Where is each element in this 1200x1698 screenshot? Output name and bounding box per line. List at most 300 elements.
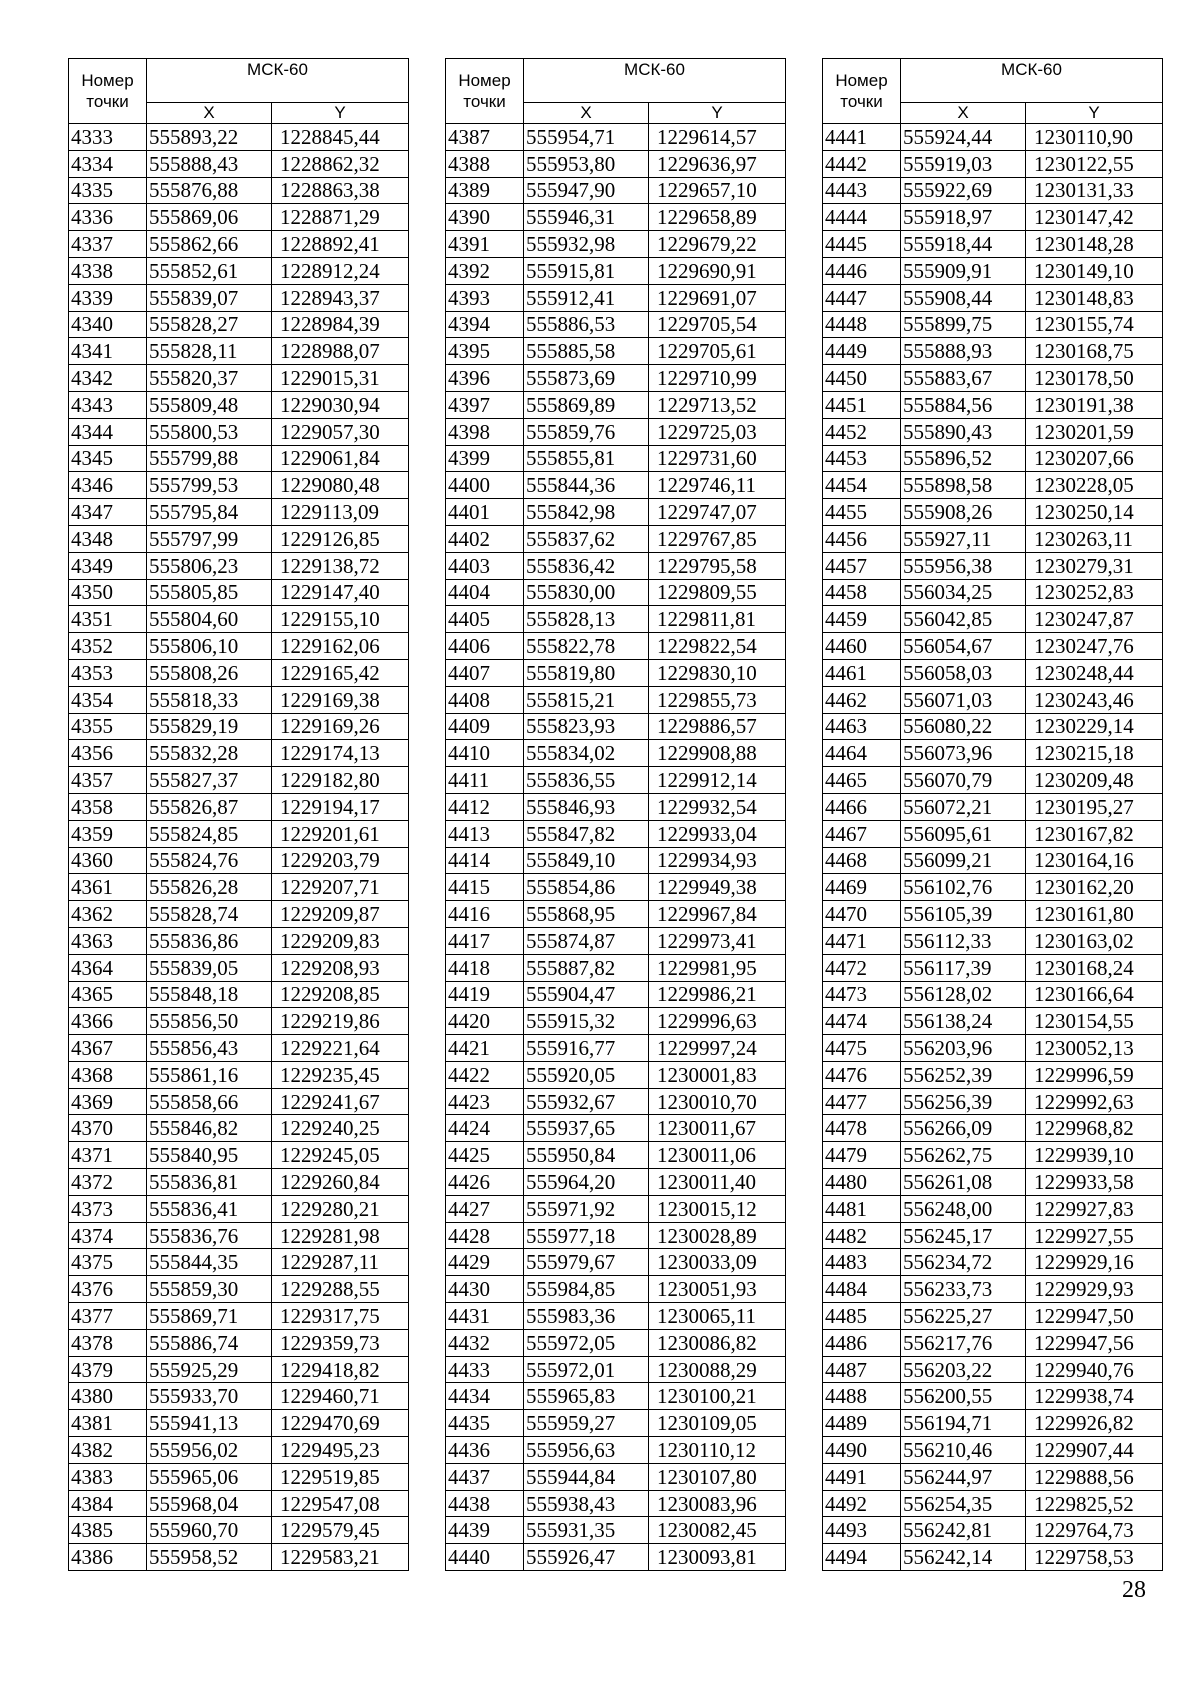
- x-coordinate-cell: 556138,24: [901, 1008, 1026, 1035]
- x-coordinate-cell: 555859,76: [524, 418, 649, 445]
- y-coordinate-cell: 1230191,38: [1026, 391, 1163, 418]
- y-coordinate-cell: 1230148,28: [1026, 231, 1163, 258]
- y-coordinate-cell: 1228845,44: [272, 124, 409, 151]
- point-number-cell: 4458: [823, 579, 901, 606]
- table-row: [69, 1517, 409, 1544]
- x-coordinate-cell: 556042,85: [901, 606, 1026, 633]
- y-coordinate-cell: 1229705,54: [649, 311, 786, 338]
- point-number-cell: 4384: [69, 1490, 147, 1517]
- x-coordinate-cell: 556112,33: [901, 927, 1026, 954]
- point-number-cell: 4420: [446, 1008, 524, 1035]
- table-row: [823, 1061, 1163, 1088]
- table-row: [446, 257, 786, 284]
- table-row: [446, 525, 786, 552]
- x-coordinate-cell: 556099,21: [901, 847, 1026, 874]
- table-row: [69, 284, 409, 311]
- x-coordinate-cell: 555953,80: [524, 150, 649, 177]
- y-coordinate-cell: 1229209,87: [272, 901, 409, 928]
- x-coordinate-cell: 555944,84: [524, 1463, 649, 1490]
- x-coordinate-cell: 555932,67: [524, 1088, 649, 1115]
- x-coordinate-cell: 555946,31: [524, 204, 649, 231]
- point-number-cell: 4357: [69, 767, 147, 794]
- coordinates-table-3: [822, 58, 1163, 1571]
- point-number-cell: 4468: [823, 847, 901, 874]
- point-number-cell: 4460: [823, 633, 901, 660]
- table-row: [823, 445, 1163, 472]
- point-number-cell: 4344: [69, 418, 147, 445]
- table-row: [69, 150, 409, 177]
- x-coordinate-cell: 556117,39: [901, 954, 1026, 981]
- y-coordinate-cell: 1230243,46: [1026, 686, 1163, 713]
- table-row: [446, 874, 786, 901]
- point-number-cell: 4485: [823, 1303, 901, 1330]
- x-coordinate-cell: 555896,52: [901, 445, 1026, 472]
- table-row: [823, 1303, 1163, 1330]
- y-coordinate-cell: 1230201,59: [1026, 418, 1163, 445]
- x-coordinate-cell: 556080,22: [901, 713, 1026, 740]
- x-coordinate-cell: 555874,87: [524, 927, 649, 954]
- y-coordinate-cell: 1229209,83: [272, 927, 409, 954]
- x-coordinate-cell: 555958,52: [147, 1544, 272, 1571]
- y-coordinate-cell: 1229614,57: [649, 124, 786, 151]
- x-coordinate-cell: 555886,74: [147, 1329, 272, 1356]
- x-coordinate-cell: 555819,80: [524, 659, 649, 686]
- table-row: [823, 1169, 1163, 1196]
- table-body: [823, 124, 1163, 1571]
- table-row: [823, 1356, 1163, 1383]
- x-coordinate-cell: 555828,27: [147, 311, 272, 338]
- table-row: [446, 1195, 786, 1222]
- table-row: [69, 1329, 409, 1356]
- x-coordinate-cell: 556244,97: [901, 1463, 1026, 1490]
- table-row: [69, 1303, 409, 1330]
- point-number-cell: 4442: [823, 150, 901, 177]
- table-row: [446, 847, 786, 874]
- table-row: [446, 311, 786, 338]
- table-row: [446, 1035, 786, 1062]
- y-coordinate-cell: 1229015,31: [272, 365, 409, 392]
- table-body: [446, 124, 786, 1571]
- point-number-cell: 4350: [69, 579, 147, 606]
- x-coordinate-cell: 555869,06: [147, 204, 272, 231]
- y-coordinate-cell: 1229997,24: [649, 1035, 786, 1062]
- point-number-cell: 4372: [69, 1169, 147, 1196]
- y-coordinate-cell: 1230011,40: [649, 1169, 786, 1196]
- table-row: [823, 499, 1163, 526]
- y-coordinate-cell: 1229061,84: [272, 445, 409, 472]
- y-coordinate-cell: 1229169,26: [272, 713, 409, 740]
- x-coordinate-cell: 555908,44: [901, 284, 1026, 311]
- point-number-cell: 4386: [69, 1544, 147, 1571]
- table-row: [69, 1437, 409, 1464]
- point-number-cell: 4453: [823, 445, 901, 472]
- y-coordinate-cell: 1230100,21: [649, 1383, 786, 1410]
- x-column-header: X: [901, 103, 1026, 124]
- x-coordinate-cell: 555887,82: [524, 954, 649, 981]
- y-coordinate-cell: 1230155,74: [1026, 311, 1163, 338]
- point-number-cell: 4430: [446, 1276, 524, 1303]
- x-coordinate-cell: 556203,96: [901, 1035, 1026, 1062]
- table-row: [823, 579, 1163, 606]
- y-coordinate-cell: 1229929,16: [1026, 1249, 1163, 1276]
- point-number-cell: 4355: [69, 713, 147, 740]
- x-coordinate-cell: 555804,60: [147, 606, 272, 633]
- table-row: [69, 204, 409, 231]
- x-column-header: X: [524, 103, 649, 124]
- x-coordinate-cell: 555836,76: [147, 1222, 272, 1249]
- x-coordinate-cell: 556248,00: [901, 1195, 1026, 1222]
- table-row: [446, 1383, 786, 1410]
- table-row: [823, 820, 1163, 847]
- table-row: [823, 740, 1163, 767]
- table-row: [446, 499, 786, 526]
- table-row: [446, 1169, 786, 1196]
- point-number-cell: 4400: [446, 472, 524, 499]
- y-coordinate-cell: 1230207,66: [1026, 445, 1163, 472]
- x-coordinate-cell: 555869,71: [147, 1303, 272, 1330]
- point-number-cell: 4389: [446, 177, 524, 204]
- y-coordinate-cell: 1229947,56: [1026, 1329, 1163, 1356]
- x-coordinate-cell: 556266,09: [901, 1115, 1026, 1142]
- y-coordinate-cell: 1229470,69: [272, 1410, 409, 1437]
- table-row: [446, 1410, 786, 1437]
- point-number-cell: 4367: [69, 1035, 147, 1062]
- y-coordinate-cell: 1229996,59: [1026, 1061, 1163, 1088]
- x-coordinate-cell: 556242,14: [901, 1544, 1026, 1571]
- point-number-cell: 4441: [823, 124, 901, 151]
- y-coordinate-cell: 1230082,45: [649, 1517, 786, 1544]
- table-row: [823, 874, 1163, 901]
- table-row: [446, 1008, 786, 1035]
- point-number-cell: 4436: [446, 1437, 524, 1464]
- point-number-cell: 4476: [823, 1061, 901, 1088]
- y-coordinate-cell: 1230167,82: [1026, 820, 1163, 847]
- table-row: [446, 472, 786, 499]
- x-coordinate-cell: 555800,53: [147, 418, 272, 445]
- point-number-cell: 4440: [446, 1544, 524, 1571]
- point-number-cell: 4418: [446, 954, 524, 981]
- x-coordinate-cell: 555826,28: [147, 874, 272, 901]
- y-coordinate-cell: 1229908,88: [649, 740, 786, 767]
- table-row: [823, 1517, 1163, 1544]
- table-row: [446, 793, 786, 820]
- x-coordinate-cell: 555918,97: [901, 204, 1026, 231]
- table-header: [446, 59, 786, 124]
- y-coordinate-cell: 1230065,11: [649, 1303, 786, 1330]
- y-coordinate-cell: 1229126,85: [272, 525, 409, 552]
- y-coordinate-cell: 1229219,86: [272, 1008, 409, 1035]
- x-coordinate-cell: 555964,20: [524, 1169, 649, 1196]
- x-coordinate-cell: 555925,29: [147, 1356, 272, 1383]
- table-row: [823, 284, 1163, 311]
- x-coordinate-cell: 555834,02: [524, 740, 649, 767]
- x-coordinate-cell: 555885,58: [524, 338, 649, 365]
- x-coordinate-cell: 555828,11: [147, 338, 272, 365]
- table-row: [69, 445, 409, 472]
- y-coordinate-cell: 1230052,13: [1026, 1035, 1163, 1062]
- y-coordinate-cell: 1229996,63: [649, 1008, 786, 1035]
- table-row: [69, 552, 409, 579]
- x-coordinate-cell: 556102,76: [901, 874, 1026, 901]
- x-coordinate-cell: 555797,99: [147, 525, 272, 552]
- table-row: [69, 713, 409, 740]
- table-row: [446, 1463, 786, 1490]
- table-row: [446, 579, 786, 606]
- point-number-cell: 4449: [823, 338, 901, 365]
- x-coordinate-cell: 555918,44: [901, 231, 1026, 258]
- table-row: [69, 1222, 409, 1249]
- x-coordinate-cell: 555824,85: [147, 820, 272, 847]
- point-number-cell: 4374: [69, 1222, 147, 1249]
- table-row: [69, 686, 409, 713]
- point-number-cell: 4409: [446, 713, 524, 740]
- point-number-cell: 4486: [823, 1329, 901, 1356]
- table-row: [446, 1356, 786, 1383]
- point-number-cell: 4451: [823, 391, 901, 418]
- y-coordinate-cell: 1229907,44: [1026, 1437, 1163, 1464]
- table-row: [823, 1142, 1163, 1169]
- point-number-cell: 4380: [69, 1383, 147, 1410]
- point-number-cell: 4376: [69, 1276, 147, 1303]
- x-coordinate-cell: 556252,39: [901, 1061, 1026, 1088]
- y-coordinate-cell: 1229636,97: [649, 150, 786, 177]
- y-coordinate-cell: 1229169,38: [272, 686, 409, 713]
- point-number-cell: 4489: [823, 1410, 901, 1437]
- point-number-cell: 4427: [446, 1195, 524, 1222]
- point-number-cell: 4477: [823, 1088, 901, 1115]
- x-coordinate-cell: 555859,30: [147, 1276, 272, 1303]
- point-number-cell: 4346: [69, 472, 147, 499]
- point-number-cell: 4493: [823, 1517, 901, 1544]
- x-coordinate-cell: 556225,27: [901, 1303, 1026, 1330]
- point-number-cell: 4433: [446, 1356, 524, 1383]
- point-number-cell: 4362: [69, 901, 147, 928]
- point-number-cell: 4359: [69, 820, 147, 847]
- y-coordinate-cell: 1229317,75: [272, 1303, 409, 1330]
- point-number-cell: 4377: [69, 1303, 147, 1330]
- y-coordinate-cell: 1229888,56: [1026, 1463, 1163, 1490]
- y-coordinate-cell: 1228912,24: [272, 257, 409, 284]
- y-coordinate-cell: 1229855,73: [649, 686, 786, 713]
- table-row: [69, 901, 409, 928]
- table-row: [446, 418, 786, 445]
- x-coordinate-cell: 555828,13: [524, 606, 649, 633]
- y-coordinate-cell: 1229912,14: [649, 767, 786, 794]
- y-coordinate-cell: 1230209,48: [1026, 767, 1163, 794]
- point-number-cell: 4391: [446, 231, 524, 258]
- point-number-cell: 4448: [823, 311, 901, 338]
- point-number-cell: 4465: [823, 767, 901, 794]
- point-number-cell: 4421: [446, 1035, 524, 1062]
- table-row: [69, 1410, 409, 1437]
- point-number-cell: 4387: [446, 124, 524, 151]
- x-coordinate-cell: 555854,86: [524, 874, 649, 901]
- y-coordinate-cell: 1229940,76: [1026, 1356, 1163, 1383]
- table-row: [446, 1490, 786, 1517]
- point-number-cell: 4412: [446, 793, 524, 820]
- point-number-cell: 4417: [446, 927, 524, 954]
- y-coordinate-cell: 1230149,10: [1026, 257, 1163, 284]
- y-coordinate-cell: 1229359,73: [272, 1329, 409, 1356]
- y-coordinate-cell: 1230107,80: [649, 1463, 786, 1490]
- table-header: [823, 59, 1163, 124]
- table-row: [446, 1276, 786, 1303]
- point-number-cell: 4419: [446, 981, 524, 1008]
- table-row: [69, 231, 409, 258]
- y-coordinate-cell: 1229245,05: [272, 1142, 409, 1169]
- x-coordinate-cell: 555947,90: [524, 177, 649, 204]
- table-row: [69, 391, 409, 418]
- point-number-cell: 4338: [69, 257, 147, 284]
- y-coordinate-cell: 1229207,71: [272, 874, 409, 901]
- y-coordinate-cell: 1229947,50: [1026, 1303, 1163, 1330]
- x-coordinate-cell: 556105,39: [901, 901, 1026, 928]
- x-coordinate-cell: 555806,10: [147, 633, 272, 660]
- point-number-cell: 4396: [446, 365, 524, 392]
- x-coordinate-cell: 556256,39: [901, 1088, 1026, 1115]
- y-coordinate-cell: 1229929,93: [1026, 1276, 1163, 1303]
- y-coordinate-cell: 1230248,44: [1026, 659, 1163, 686]
- table-row: [69, 767, 409, 794]
- table-row: [69, 338, 409, 365]
- point-number-cell: 4353: [69, 659, 147, 686]
- point-number-cell: 4439: [446, 1517, 524, 1544]
- coord-system-header: МСК-60: [901, 59, 1163, 103]
- table-row: [823, 311, 1163, 338]
- table-row: [823, 981, 1163, 1008]
- x-coordinate-cell: 555837,62: [524, 525, 649, 552]
- table-row: [69, 418, 409, 445]
- point-number-cell: 4494: [823, 1544, 901, 1571]
- point-number-cell: 4348: [69, 525, 147, 552]
- point-number-cell: 4382: [69, 1437, 147, 1464]
- table-row: [69, 659, 409, 686]
- x-coordinate-cell: 555959,27: [524, 1410, 649, 1437]
- y-coordinate-cell: 1230122,55: [1026, 150, 1163, 177]
- point-number-cell: 4474: [823, 1008, 901, 1035]
- table-row: [69, 499, 409, 526]
- y-coordinate-cell: 1230195,27: [1026, 793, 1163, 820]
- y-coordinate-cell: 1229795,58: [649, 552, 786, 579]
- x-coordinate-cell: 555983,36: [524, 1303, 649, 1330]
- x-coordinate-cell: 555847,82: [524, 820, 649, 847]
- x-coordinate-cell: 555956,02: [147, 1437, 272, 1464]
- y-coordinate-cell: 1229992,63: [1026, 1088, 1163, 1115]
- table-row: [69, 954, 409, 981]
- point-number-cell: 4491: [823, 1463, 901, 1490]
- x-coordinate-cell: 555844,35: [147, 1249, 272, 1276]
- x-coordinate-cell: 555927,11: [901, 525, 1026, 552]
- point-number-cell: 4425: [446, 1142, 524, 1169]
- x-coordinate-cell: 556128,02: [901, 981, 1026, 1008]
- y-coordinate-cell: 1230088,29: [649, 1356, 786, 1383]
- point-number-cell: 4340: [69, 311, 147, 338]
- point-number-cell: 4334: [69, 150, 147, 177]
- point-number-cell: 4410: [446, 740, 524, 767]
- y-coordinate-cell: 1229830,10: [649, 659, 786, 686]
- x-coordinate-cell: 556058,03: [901, 659, 1026, 686]
- x-coordinate-cell: 555823,93: [524, 713, 649, 740]
- table-row: [823, 1222, 1163, 1249]
- y-coordinate-cell: 1229182,80: [272, 767, 409, 794]
- table-row: [446, 204, 786, 231]
- table-row: [823, 1115, 1163, 1142]
- y-coordinate-cell: 1229725,03: [649, 418, 786, 445]
- x-coordinate-cell: 555805,85: [147, 579, 272, 606]
- x-coordinate-cell: 555931,35: [524, 1517, 649, 1544]
- x-coordinate-cell: 555806,23: [147, 552, 272, 579]
- point-number-cell: 4467: [823, 820, 901, 847]
- y-coordinate-cell: 1230110,12: [649, 1437, 786, 1464]
- table-row: [823, 1463, 1163, 1490]
- x-coordinate-cell: 555924,44: [901, 124, 1026, 151]
- coordinates-table-2: [445, 58, 786, 1571]
- x-coordinate-cell: 555839,07: [147, 284, 272, 311]
- coord-system-header: МСК-60: [147, 59, 409, 103]
- y-coordinate-cell: 1229221,64: [272, 1035, 409, 1062]
- point-number-cell: 4435: [446, 1410, 524, 1437]
- y-coordinate-cell: 1229288,55: [272, 1276, 409, 1303]
- x-coordinate-cell: 555932,98: [524, 231, 649, 258]
- table-row: [823, 338, 1163, 365]
- point-number-header: Номер точки: [446, 59, 524, 124]
- point-number-cell: 4461: [823, 659, 901, 686]
- point-number-cell: 4424: [446, 1115, 524, 1142]
- x-coordinate-cell: 556071,03: [901, 686, 1026, 713]
- y-coordinate-cell: 1229926,82: [1026, 1410, 1163, 1437]
- y-coordinate-cell: 1229113,09: [272, 499, 409, 526]
- point-number-cell: 4432: [446, 1329, 524, 1356]
- point-number-cell: 4379: [69, 1356, 147, 1383]
- point-number-cell: 4349: [69, 552, 147, 579]
- x-coordinate-cell: 556070,79: [901, 767, 1026, 794]
- point-number-cell: 4414: [446, 847, 524, 874]
- y-coordinate-cell: 1229281,98: [272, 1222, 409, 1249]
- x-coordinate-cell: 555799,53: [147, 472, 272, 499]
- y-coordinate-cell: 1229658,89: [649, 204, 786, 231]
- table-row: [823, 204, 1163, 231]
- point-number-cell: 4345: [69, 445, 147, 472]
- point-number-cell: 4371: [69, 1142, 147, 1169]
- point-number-cell: 4385: [69, 1517, 147, 1544]
- table-row: [446, 954, 786, 981]
- point-number-cell: 4475: [823, 1035, 901, 1062]
- y-coordinate-cell: 1230083,96: [649, 1490, 786, 1517]
- table-row: [446, 713, 786, 740]
- table-row: [69, 177, 409, 204]
- x-coordinate-cell: 555818,33: [147, 686, 272, 713]
- x-coordinate-cell: 555809,48: [147, 391, 272, 418]
- table-row: [823, 901, 1163, 928]
- x-coordinate-cell: 556034,25: [901, 579, 1026, 606]
- table-row: [823, 1008, 1163, 1035]
- coord-system-header: МСК-60: [524, 59, 786, 103]
- point-number-cell: 4335: [69, 177, 147, 204]
- table-row: [69, 1276, 409, 1303]
- table-row: [823, 1383, 1163, 1410]
- y-coordinate-cell: 1229886,57: [649, 713, 786, 740]
- table-row: [446, 1544, 786, 1571]
- point-number-cell: 4333: [69, 124, 147, 151]
- point-number-cell: 4455: [823, 499, 901, 526]
- y-coordinate-cell: 1229758,53: [1026, 1544, 1163, 1571]
- x-coordinate-cell: 555908,26: [901, 499, 1026, 526]
- point-number-cell: 4462: [823, 686, 901, 713]
- y-coordinate-cell: 1230131,33: [1026, 177, 1163, 204]
- x-coordinate-cell: 555912,41: [524, 284, 649, 311]
- point-number-cell: 4356: [69, 740, 147, 767]
- table-row: [69, 633, 409, 660]
